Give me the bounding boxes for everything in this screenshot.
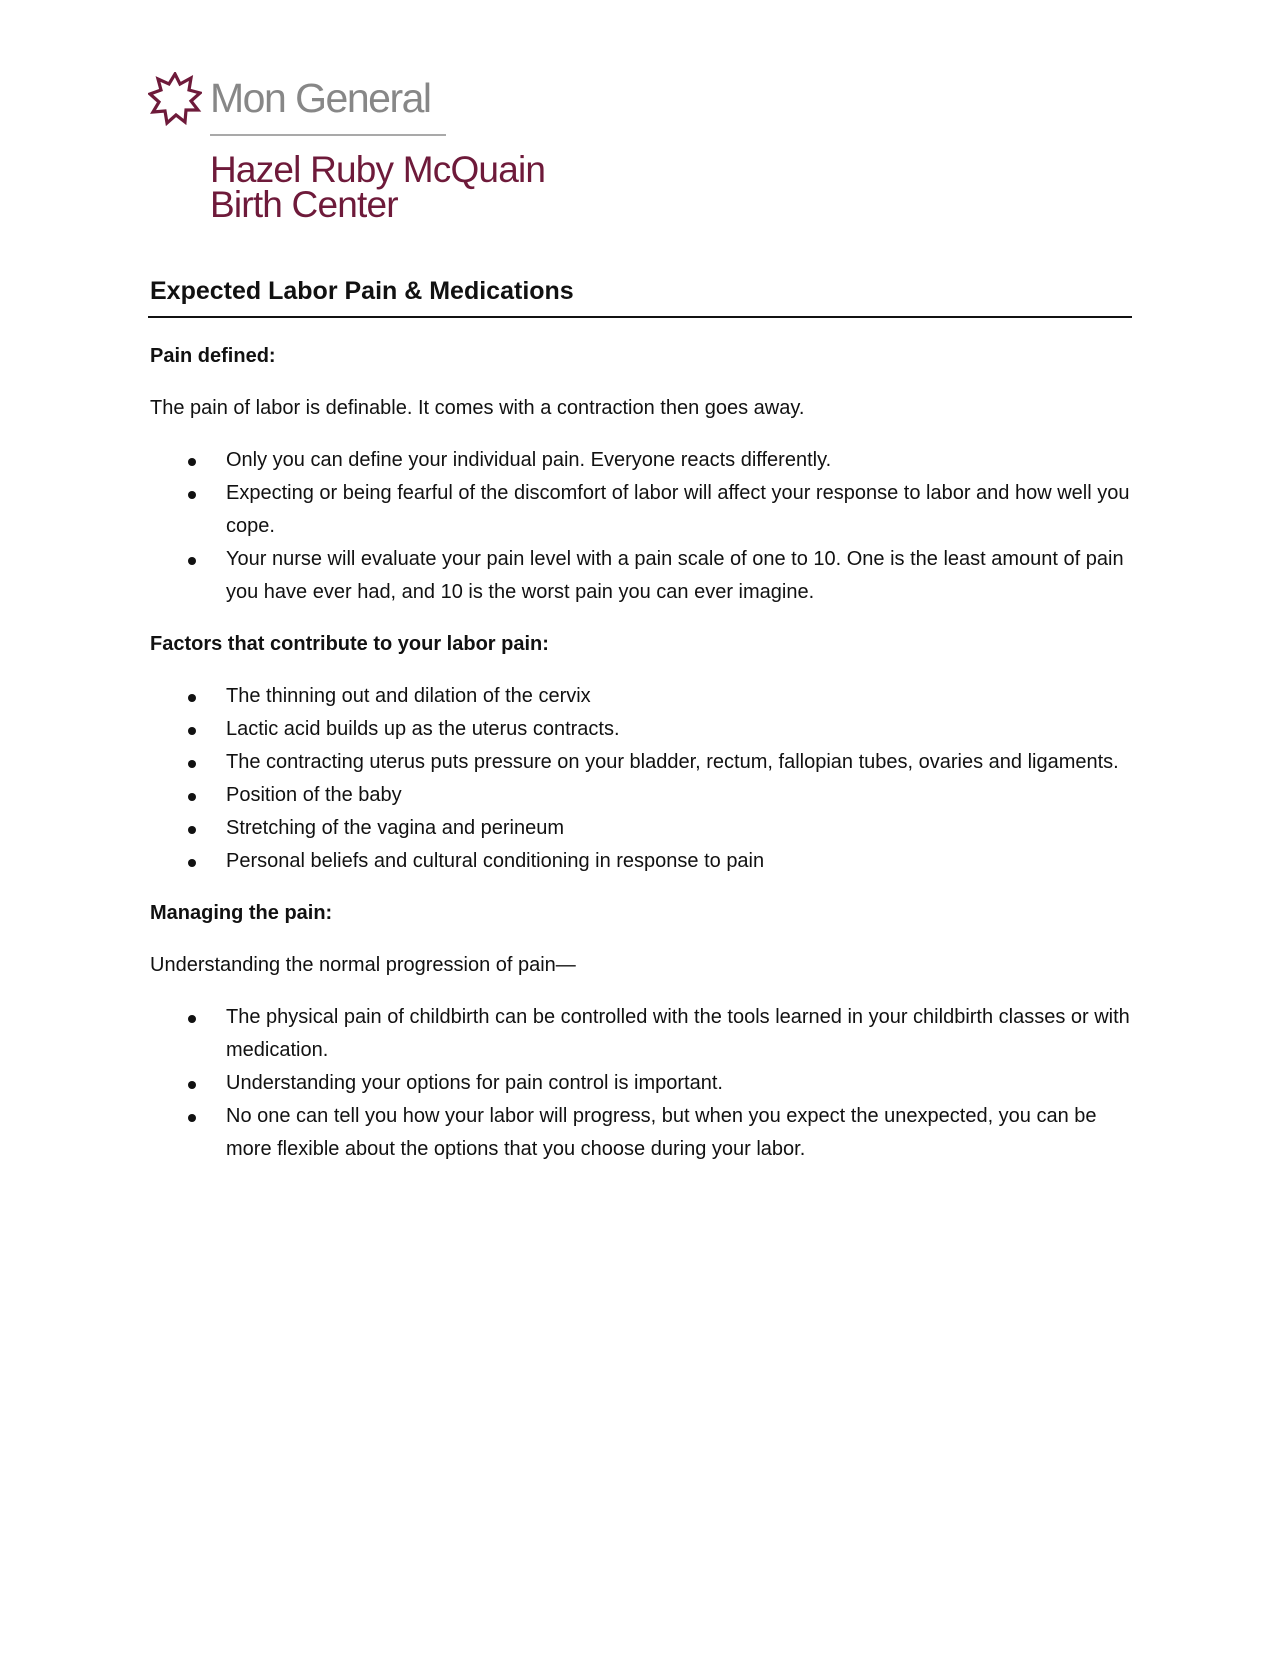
logo-subtitle-line2: Birth Center [210,184,398,225]
section-managing [150,897,1130,1166]
logo-divider [210,134,446,136]
bullet-icon [188,458,196,466]
list-item-text: The contracting uterus puts pressure on your bladder, rectum, fallopian tubes, ovaries and ligaments. [226,751,1119,773]
logo [148,72,608,232]
section-heading: Managing the pain: [150,902,333,924]
section-pain-defined [150,340,1130,609]
section-factors [150,628,1130,878]
section-heading: Factors that contribute to your labor pain: [150,633,549,655]
list-item [150,845,1130,878]
list-item [150,713,1130,746]
list-item [150,444,1130,477]
list-item-text: Only you can define your individual pain. Everyone reacts differently. [226,449,832,471]
logo-subtitle [210,149,546,225]
bullet-icon [188,1114,196,1122]
bullet-icon [188,1081,196,1089]
list-item-text: Personal beliefs and cultural conditioning in response to pain [226,850,765,872]
list-item [150,1067,1130,1100]
bullet-icon [188,859,196,867]
page-title: Expected Labor Pain & Medications [150,277,574,305]
section-intro: The pain of labor is definable. It comes with a contraction then goes away. [150,397,805,419]
logo-brand-name: Mon General [210,75,431,121]
bullet-icon [188,557,196,565]
list-item-text: Expecting or being fearful of the discomfort of labor will affect your response to labor and how well you cope. [226,482,1130,537]
title-divider [148,316,1132,318]
list-item-text: The thinning out and dilation of the cervix [226,685,591,707]
list-item [150,812,1130,845]
list-item [150,543,1130,609]
bullet-icon [188,1015,196,1023]
list-item-text: The physical pain of childbirth can be controlled with the tools learned in your childbirth classes or with medication. [226,1006,1130,1061]
list-item [150,779,1130,812]
list-item-text: Lactic acid builds up as the uterus contracts. [226,718,620,740]
logo-subtitle-line1: Hazel Ruby McQuain [210,149,546,190]
section-heading: Pain defined: [150,345,276,367]
bullet-list [150,1001,1130,1166]
bullet-icon [188,826,196,834]
section-intro: Understanding the normal progression of pain— [150,954,576,976]
list-item [150,680,1130,713]
list-item [150,746,1130,779]
list-item-text: Position of the baby [226,784,402,806]
star-burst-icon [148,72,202,126]
list-item [150,477,1130,543]
list-item [150,1100,1130,1166]
list-item-text: Stretching of the vagina and perineum [226,817,564,839]
document-body [150,340,1130,1166]
bullet-icon [188,694,196,702]
bullet-icon [188,727,196,735]
bullet-list [150,444,1130,609]
list-item-text: Understanding your options for pain control is important. [226,1072,723,1094]
list-item-text: Your nurse will evaluate your pain level with a pain scale of one to 10. One is the least amount of pain you have ever had, and 10 is the worst pain you can ever imagine. [226,548,1124,603]
list-item-text: No one can tell you how your labor will progress, but when you expect the unexpected, you can be more flexible about the options that you choose during your labor. [226,1105,1097,1160]
bullet-icon [188,793,196,801]
list-item [150,1001,1130,1067]
bullet-icon [188,760,196,768]
bullet-icon [188,491,196,499]
bullet-list [150,680,1130,878]
